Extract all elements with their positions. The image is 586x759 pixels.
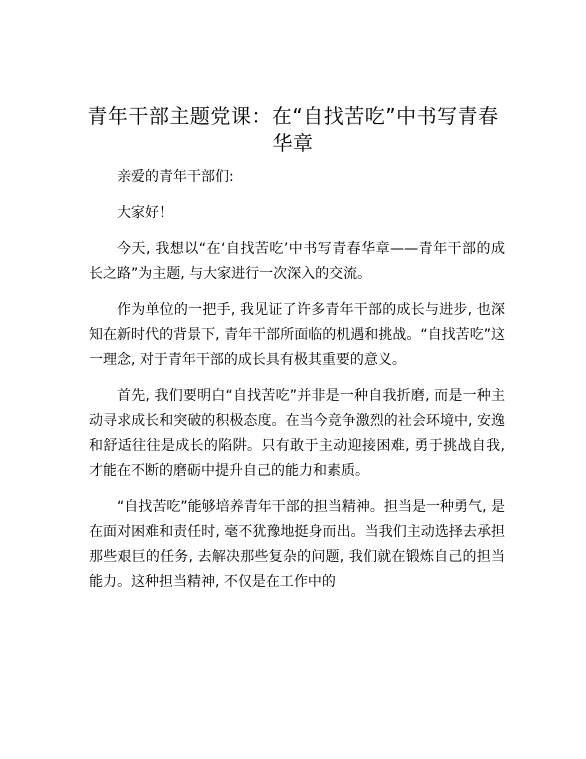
document-title: 青年干部主题党课：在“自找苦吃”中书写青春华章	[87, 104, 499, 155]
paragraph-hello: 大家好！	[117, 205, 173, 221]
paragraph-background: 作为单位的一把手, 我见证了许多青年干部的成长与进步, 也深知在新时代的背景下, 青年干部所面临的机遇和挑战。“自找苦吃”这一理念, 对于青年干部的成长具有极其重要的意义。	[89, 302, 505, 368]
paragraph-second-point: “自找苦吃”能够培养青年干部的担当精神。担当是一种勇气, 是在面对困难和责任时, 毫不犹豫地挺身而出。当我们主动选择去承担那些艰巨的任务, 去解决那些复杂的问题, 我们就在锻炼自己的担当能力。这种担当精神, 不仅是在工作中的	[89, 499, 505, 590]
document-body	[89, 165, 505, 606]
paragraph-intro: 今天, 我想以“在‘自找苦吃’中书写青春华章——青年干部的成长之路”为主题, 与大家进行一次深入的交流。	[89, 241, 505, 282]
paragraph-first-point: 首先, 我们要明白“自找苦吃”并非是一种自我折磨, 而是一种主动寻求成长和突破的积极态度。在当今竞争激烈的社会环境中, 安逸和舒适往往是成长的陷阱。只有敢于主动迎接困难, 勇于挑战自我, 才能在不断的磨砺中提升自己的能力和素质。	[89, 388, 505, 479]
paragraph-greeting: 亲爱的青年干部们:	[117, 169, 234, 185]
